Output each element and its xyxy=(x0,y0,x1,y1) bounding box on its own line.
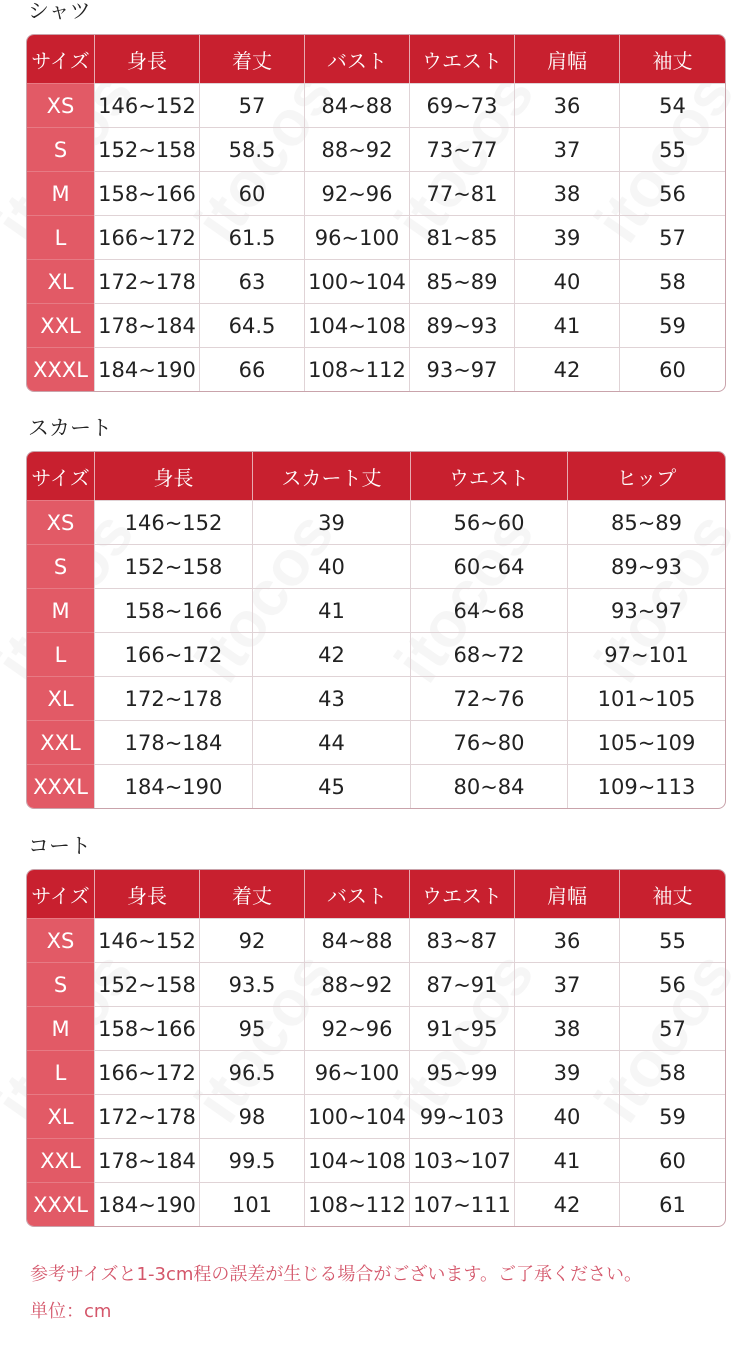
table-row xyxy=(27,303,725,347)
table-cell: 39 xyxy=(252,500,410,544)
table-cell: 92 xyxy=(199,918,304,962)
skirt-size-table xyxy=(26,451,726,809)
table-cell: 108~112 xyxy=(304,1182,409,1226)
column-header: スカート丈 xyxy=(252,452,410,500)
table-cell: 101 xyxy=(199,1182,304,1226)
table-cell: 54 xyxy=(619,83,725,127)
header-row xyxy=(27,35,725,83)
table-cell: 38 xyxy=(514,171,619,215)
table-cell: 36 xyxy=(514,918,619,962)
table-cell: 58.5 xyxy=(199,127,304,171)
size-label: XS xyxy=(27,500,94,544)
table-cell: 100~104 xyxy=(304,1094,409,1138)
size-disclaimer: 参考サイズと1-3cm程の誤差が生じる場合がございます。ご了承ください。 xyxy=(30,1264,642,1285)
size-label: XXXL xyxy=(27,764,94,808)
table-cell: 60 xyxy=(619,1138,725,1182)
table-cell: 83~87 xyxy=(409,918,514,962)
table-cell: 92~96 xyxy=(304,1006,409,1050)
size-label: XXXL xyxy=(27,347,94,391)
table-cell: 97~101 xyxy=(567,632,725,676)
table-cell: 37 xyxy=(514,127,619,171)
table-cell: 45 xyxy=(252,764,410,808)
table-cell: 146~152 xyxy=(94,83,199,127)
table-cell: 89~93 xyxy=(567,544,725,588)
column-header: ウエスト xyxy=(409,35,514,83)
table-cell: 57 xyxy=(199,83,304,127)
table-cell: 68~72 xyxy=(410,632,567,676)
table-cell: 103~107 xyxy=(409,1138,514,1182)
table-row xyxy=(27,1050,725,1094)
table-cell: 60 xyxy=(199,171,304,215)
table-cell: 158~166 xyxy=(94,1006,199,1050)
size-label: XXL xyxy=(27,1138,94,1182)
table-cell: 36 xyxy=(514,83,619,127)
section-title: スカート xyxy=(28,416,112,440)
table-cell: 43 xyxy=(252,676,410,720)
table-cell: 96~100 xyxy=(304,215,409,259)
table-cell: 99~103 xyxy=(409,1094,514,1138)
table-cell: 60~64 xyxy=(410,544,567,588)
table-cell: 93~97 xyxy=(409,347,514,391)
column-header: 袖丈 xyxy=(619,870,725,918)
size-label: M xyxy=(27,1006,94,1050)
skirt-section xyxy=(26,413,724,809)
table-row xyxy=(27,1094,725,1138)
table-cell: 42 xyxy=(514,347,619,391)
table-cell: 184~190 xyxy=(94,347,199,391)
size-label: S xyxy=(27,962,94,1006)
size-label: L xyxy=(27,215,94,259)
table-cell: 166~172 xyxy=(94,1050,199,1094)
table-row xyxy=(27,215,725,259)
table-cell: 37 xyxy=(514,962,619,1006)
table-cell: 81~85 xyxy=(409,215,514,259)
table-row xyxy=(27,127,725,171)
size-label: XXXL xyxy=(27,1182,94,1226)
table-cell: 41 xyxy=(514,1138,619,1182)
table-cell: 99.5 xyxy=(199,1138,304,1182)
section-title: シャツ xyxy=(28,0,91,23)
table-cell: 38 xyxy=(514,1006,619,1050)
table-cell: 104~108 xyxy=(304,303,409,347)
table-cell: 40 xyxy=(252,544,410,588)
column-header: 身長 xyxy=(94,870,199,918)
header-row xyxy=(27,452,725,500)
table-cell: 42 xyxy=(252,632,410,676)
table-cell: 40 xyxy=(514,1094,619,1138)
table-row xyxy=(27,1138,725,1182)
table-row xyxy=(27,1006,725,1050)
table-cell: 84~88 xyxy=(304,918,409,962)
table-cell: 84~88 xyxy=(304,83,409,127)
table-cell: 41 xyxy=(252,588,410,632)
table-row xyxy=(27,588,725,632)
table-cell: 152~158 xyxy=(94,544,252,588)
size-label: XL xyxy=(27,259,94,303)
table-cell: 98 xyxy=(199,1094,304,1138)
table-row xyxy=(27,962,725,1006)
table-cell: 88~92 xyxy=(304,127,409,171)
shirt-section xyxy=(26,0,724,392)
table-row xyxy=(27,83,725,127)
table-cell: 146~152 xyxy=(94,918,199,962)
table-row xyxy=(27,500,725,544)
table-cell: 178~184 xyxy=(94,303,199,347)
table-cell: 76~80 xyxy=(410,720,567,764)
table-row xyxy=(27,544,725,588)
table-cell: 77~81 xyxy=(409,171,514,215)
column-header: ヒップ xyxy=(567,452,725,500)
table-cell: 92~96 xyxy=(304,171,409,215)
table-cell: 108~112 xyxy=(304,347,409,391)
table-cell: 56 xyxy=(619,962,725,1006)
table-cell: 93~97 xyxy=(567,588,725,632)
table-row xyxy=(27,171,725,215)
table-cell: 85~89 xyxy=(409,259,514,303)
table-cell: 100~104 xyxy=(304,259,409,303)
table-cell: 158~166 xyxy=(94,171,199,215)
table-cell: 59 xyxy=(619,1094,725,1138)
column-header: サイズ xyxy=(27,35,94,83)
table-row xyxy=(27,347,725,391)
table-cell: 69~73 xyxy=(409,83,514,127)
table-cell: 101~105 xyxy=(567,676,725,720)
size-label: XXL xyxy=(27,303,94,347)
table-cell: 42 xyxy=(514,1182,619,1226)
table-cell: 166~172 xyxy=(94,632,252,676)
table-cell: 66 xyxy=(199,347,304,391)
size-label: XXL xyxy=(27,720,94,764)
size-label: XL xyxy=(27,1094,94,1138)
column-header: ウエスト xyxy=(409,870,514,918)
column-header: 肩幅 xyxy=(514,870,619,918)
table-cell: 87~91 xyxy=(409,962,514,1006)
table-cell: 88~92 xyxy=(304,962,409,1006)
column-header: 肩幅 xyxy=(514,35,619,83)
table-cell: 58 xyxy=(619,1050,725,1094)
table-row xyxy=(27,764,725,808)
table-cell: 55 xyxy=(619,127,725,171)
column-header: バスト xyxy=(304,870,409,918)
table-cell: 158~166 xyxy=(94,588,252,632)
column-header: バスト xyxy=(304,35,409,83)
column-header: 着丈 xyxy=(199,35,304,83)
table-row xyxy=(27,720,725,764)
table-cell: 73~77 xyxy=(409,127,514,171)
table-cell: 96.5 xyxy=(199,1050,304,1094)
size-label: S xyxy=(27,127,94,171)
table-cell: 184~190 xyxy=(94,764,252,808)
table-cell: 172~178 xyxy=(94,259,199,303)
coat-size-table xyxy=(26,869,726,1227)
table-cell: 41 xyxy=(514,303,619,347)
table-cell: 104~108 xyxy=(304,1138,409,1182)
size-label: L xyxy=(27,632,94,676)
table-cell: 59 xyxy=(619,303,725,347)
table-cell: 39 xyxy=(514,215,619,259)
table-row xyxy=(27,259,725,303)
table-cell: 166~172 xyxy=(94,215,199,259)
size-label: L xyxy=(27,1050,94,1094)
table-cell: 178~184 xyxy=(94,1138,199,1182)
size-label: S xyxy=(27,544,94,588)
table-cell: 58 xyxy=(619,259,725,303)
column-header: サイズ xyxy=(27,452,94,500)
table-row xyxy=(27,632,725,676)
table-cell: 107~111 xyxy=(409,1182,514,1226)
table-cell: 109~113 xyxy=(567,764,725,808)
header-row xyxy=(27,870,725,918)
shirt-size-table xyxy=(26,34,726,392)
size-label: XS xyxy=(27,918,94,962)
table-cell: 44 xyxy=(252,720,410,764)
table-cell: 85~89 xyxy=(567,500,725,544)
table-cell: 72~76 xyxy=(410,676,567,720)
table-cell: 95 xyxy=(199,1006,304,1050)
table-cell: 172~178 xyxy=(94,676,252,720)
column-header: 身長 xyxy=(94,452,252,500)
size-label: XS xyxy=(27,83,94,127)
table-cell: 146~152 xyxy=(94,500,252,544)
table-cell: 91~95 xyxy=(409,1006,514,1050)
table-cell: 152~158 xyxy=(94,127,199,171)
table-row xyxy=(27,676,725,720)
column-header: 袖丈 xyxy=(619,35,725,83)
table-cell: 64.5 xyxy=(199,303,304,347)
table-cell: 178~184 xyxy=(94,720,252,764)
table-cell: 95~99 xyxy=(409,1050,514,1094)
table-cell: 89~93 xyxy=(409,303,514,347)
column-header: ウエスト xyxy=(410,452,567,500)
column-header: サイズ xyxy=(27,870,94,918)
table-row xyxy=(27,918,725,962)
table-cell: 152~158 xyxy=(94,962,199,1006)
table-cell: 105~109 xyxy=(567,720,725,764)
table-row xyxy=(27,1182,725,1226)
table-cell: 55 xyxy=(619,918,725,962)
section-title: コート xyxy=(28,834,91,858)
table-cell: 64~68 xyxy=(410,588,567,632)
coat-section xyxy=(26,831,724,1227)
table-cell: 93.5 xyxy=(199,962,304,1006)
table-cell: 184~190 xyxy=(94,1182,199,1226)
unit-label: 単位：cm xyxy=(30,1301,112,1322)
table-cell: 40 xyxy=(514,259,619,303)
table-cell: 39 xyxy=(514,1050,619,1094)
table-cell: 60 xyxy=(619,347,725,391)
table-cell: 56~60 xyxy=(410,500,567,544)
table-cell: 61 xyxy=(619,1182,725,1226)
table-cell: 57 xyxy=(619,1006,725,1050)
table-cell: 61.5 xyxy=(199,215,304,259)
table-cell: 63 xyxy=(199,259,304,303)
table-cell: 172~178 xyxy=(94,1094,199,1138)
table-cell: 56 xyxy=(619,171,725,215)
size-label: M xyxy=(27,171,94,215)
size-label: M xyxy=(27,588,94,632)
table-cell: 80~84 xyxy=(410,764,567,808)
column-header: 着丈 xyxy=(199,870,304,918)
column-header: 身長 xyxy=(94,35,199,83)
size-label: XL xyxy=(27,676,94,720)
table-cell: 57 xyxy=(619,215,725,259)
table-cell: 96~100 xyxy=(304,1050,409,1094)
